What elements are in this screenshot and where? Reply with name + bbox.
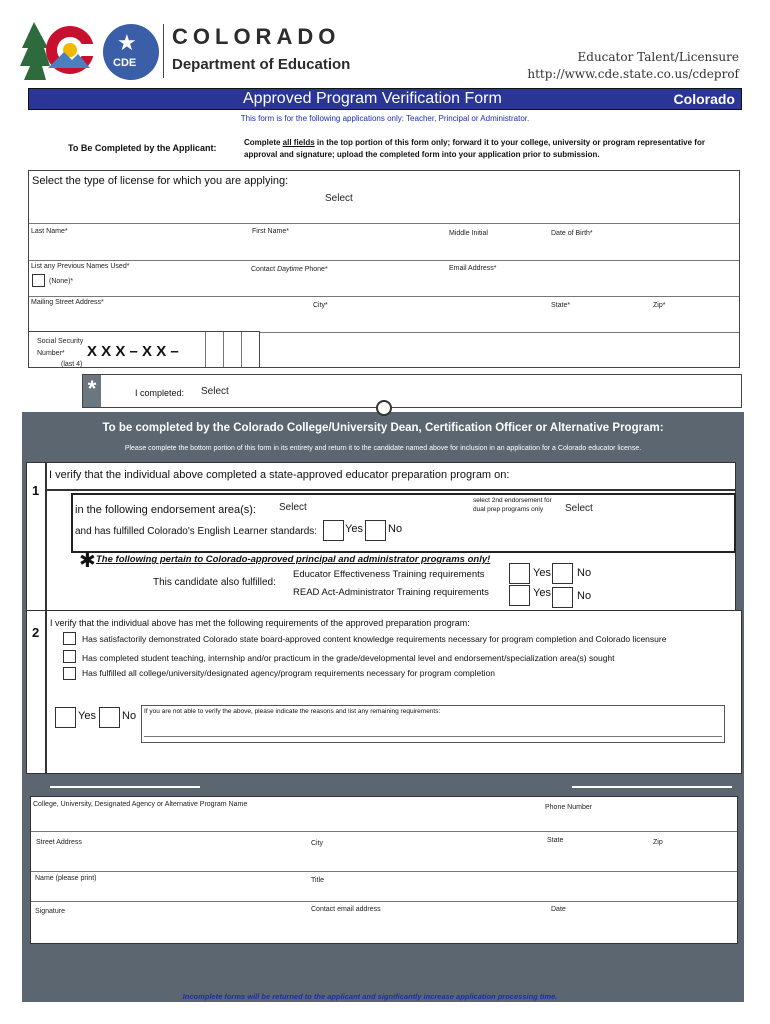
street-label: Mailing Street Address*	[31, 299, 104, 306]
separator-circle	[376, 400, 392, 416]
section-2	[22, 610, 742, 774]
requirement-2-checkbox[interactable]	[63, 650, 76, 663]
instructions-emph: all fields	[282, 138, 315, 147]
read-act-no-checkbox[interactable]	[552, 587, 573, 608]
separator-left	[50, 786, 200, 788]
form-subtitle: This form is for the following applications only: Teacher, Principal or Administrator.	[240, 114, 530, 123]
ssn-box	[28, 331, 260, 368]
read-act-no-label: No	[577, 590, 592, 602]
asterisk-badge	[83, 375, 101, 407]
verified-no-label: No	[122, 710, 137, 722]
endorsement-label: in the following endorsement area(s):	[75, 504, 256, 516]
logo-divider	[163, 24, 164, 78]
college-name-label: College, University, Designated Agency or Alternative Program Name	[33, 801, 248, 808]
first-name-label: First Name*	[252, 228, 289, 235]
effectiveness-no-label: No	[577, 567, 592, 579]
zip-label: Zip*	[653, 302, 666, 309]
read-act-yes-checkbox[interactable]	[509, 585, 530, 606]
ssn-mask: X X X – X X –	[87, 343, 179, 360]
principal-asterisk-icon: ✱	[79, 550, 96, 572]
ssn-label-3: (last 4)	[61, 361, 83, 368]
instructions-post: in the top portion of this form only; forward it to your college, university or program representative for approval and signature; upload the completed form into your application prior to submission.	[244, 138, 705, 159]
effectiveness-training-label: Educator Effectiveness Training requirements	[293, 569, 485, 580]
requirement-2-label: Has completed student teaching, internship and/or practicum in the grade/developmental level and endorsement/specialization area(s) sought	[82, 653, 615, 663]
state-label: Colorado	[673, 91, 735, 107]
effectiveness-yes-checkbox[interactable]	[509, 563, 530, 584]
applicant-label: To Be Completed by the Applicant:	[68, 143, 217, 153]
title-bar	[28, 88, 742, 110]
effectiveness-no-checkbox[interactable]	[552, 563, 573, 584]
instructions-pre: Complete	[244, 138, 283, 147]
section-2-body	[46, 610, 742, 774]
endorsement-select[interactable]: Select	[279, 502, 307, 513]
completed-label: I completed:	[135, 388, 185, 398]
org-name: COLORADO	[172, 24, 341, 49]
el-no-checkbox[interactable]	[365, 520, 386, 541]
verified-yes-checkbox[interactable]	[55, 707, 76, 728]
applicant-instructions	[244, 137, 714, 161]
el-yes-checkbox[interactable]	[323, 520, 344, 541]
requirement-1-checkbox[interactable]	[63, 632, 76, 645]
phone-number-label: Phone Number	[545, 804, 593, 811]
verify-statement-box	[46, 462, 736, 490]
dob-label: Date of Birth*	[551, 230, 593, 237]
requirement-1-label: Has satisfactorily demonstrated Colorado state board-approved content knowledge requirements necessary for program completion and Colorado licensure	[82, 634, 667, 644]
candidate-fulfilled-label: This candidate also fulfilled:	[153, 577, 276, 588]
dept-name: Department of Education	[172, 56, 351, 73]
logo-badge: CDE	[113, 57, 137, 69]
phone-pre: Contact	[251, 266, 278, 273]
completed-row	[82, 374, 742, 408]
cde-logo	[103, 24, 159, 80]
el-no-label: No	[388, 523, 403, 535]
signature-label: Signature	[35, 908, 65, 915]
none-label: (None)*	[49, 278, 74, 285]
phone-post: Phone*	[302, 266, 328, 273]
header	[0, 0, 770, 88]
institution-heading: To be completed by the Colorado College/University Dean, Certification Officer or Alternative Program:	[102, 422, 664, 434]
reasons-box[interactable]	[141, 705, 725, 743]
second-endorsement-label: select 2nd endorsement for dual prep programs only	[473, 497, 552, 513]
date-label: Date	[551, 906, 566, 913]
el-standards-label: and has fulfilled Colorado's English Learner standards:	[75, 526, 318, 537]
star-icon: ★	[117, 30, 137, 55]
none-checkbox[interactable]	[32, 274, 45, 287]
read-act-training-label: READ Act-Administrator Training requirements	[293, 587, 489, 598]
ssn-label-1: Social Security	[37, 338, 84, 345]
colorado-logo	[20, 22, 102, 80]
office-url[interactable]: http://www.cde.state.co.us/cdeprof	[527, 67, 739, 81]
verified-no-checkbox[interactable]	[99, 707, 120, 728]
separator-right	[572, 786, 732, 788]
footer-warning: Incomplete forms will be returned to the applicant and significantly increase application processing time.	[182, 992, 558, 1001]
el-yes-label: Yes	[345, 523, 363, 535]
office-name: Educator Talent/Licensure	[577, 50, 739, 64]
state-field-label: State*	[551, 302, 571, 309]
asterisk-text: *	[87, 376, 97, 401]
email-label: Email Address*	[449, 265, 497, 272]
principal-note: The following pertain to Colorado-approved principal and administrator programs only!	[96, 554, 491, 565]
completed-select[interactable]: Select	[201, 386, 229, 397]
requirement-3-checkbox[interactable]	[63, 667, 76, 680]
ssn-label-2: Number*	[37, 350, 65, 357]
section-1-number: 1	[32, 483, 40, 498]
inst-state-label: State	[547, 837, 564, 844]
inst-zip-label: Zip	[653, 839, 663, 846]
reasons-label: If you are not able to verify the above, please indicate the reasons and list any remaining requirements:	[144, 708, 441, 715]
middle-initial-label: Middle Initial	[449, 230, 488, 237]
license-question: Select the type of license for which you are applying:	[32, 175, 289, 187]
second-endorsement-select[interactable]: Select	[565, 503, 593, 514]
phone-em: Daytime	[277, 266, 303, 273]
institution-subheading: Please complete the bottom portion of this form in its entirety and return it to the candidate named above for inclusion in an application for a Colorado educator license.	[124, 445, 642, 452]
street-address-label: Street Address	[36, 839, 82, 846]
verify-statement: I verify that the individual above completed a state-approved educator preparation program on:	[49, 469, 510, 481]
license-type-select[interactable]: Select	[325, 193, 353, 204]
section-2-number: 2	[32, 625, 40, 640]
previous-names-label: List any Previous Names Used*	[31, 263, 130, 270]
effectiveness-yes-label: Yes	[533, 567, 551, 579]
title-label: Title	[311, 877, 324, 884]
name-print-label: Name (please print)	[35, 875, 97, 882]
verify-requirements: I verify that the individual above has met the following requirements of the approved preparation program:	[50, 618, 470, 628]
requirement-3-label: Has fulfilled all college/university/designated agency/program requirements necessary for program completion	[82, 668, 495, 678]
form-title: Approved Program Verification Form	[243, 90, 502, 107]
city-label: City*	[313, 302, 328, 309]
signature-block	[30, 796, 738, 944]
section-1	[22, 462, 742, 620]
section-1-tab	[26, 462, 46, 620]
section-1-body	[46, 490, 736, 620]
contact-email-label: Contact email address	[311, 906, 381, 913]
section-2-tab	[26, 610, 46, 774]
read-act-yes-label: Yes	[533, 587, 551, 599]
endorsement-frame	[71, 493, 736, 553]
last-name-label: Last Name*	[31, 228, 68, 235]
phone-label	[251, 266, 328, 273]
inst-city-label: City	[311, 840, 324, 847]
verified-yes-label: Yes	[78, 710, 96, 722]
institution-section	[22, 412, 744, 1002]
